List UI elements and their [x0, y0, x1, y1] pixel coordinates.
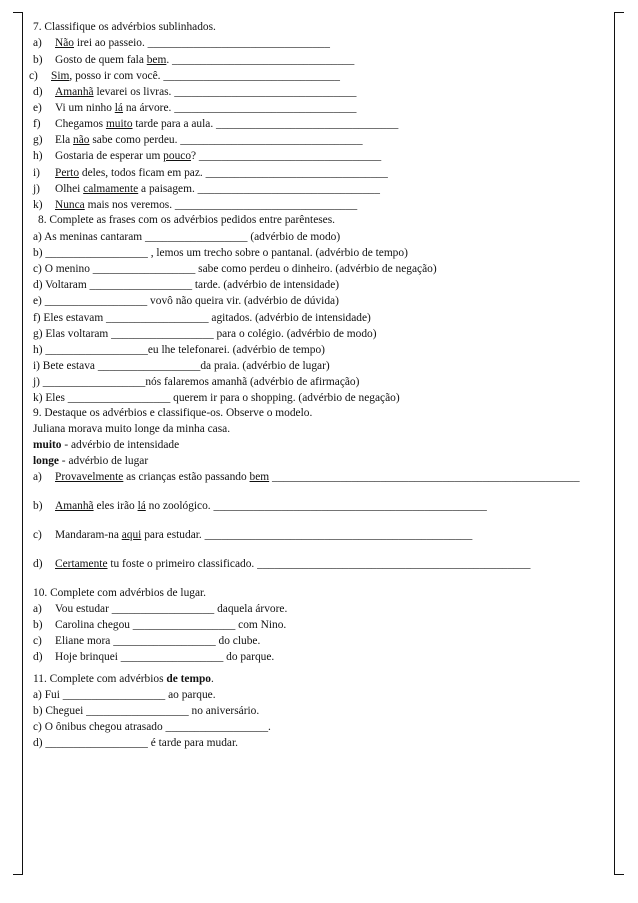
q10-item-label: c)	[33, 635, 42, 647]
q9-item-adverb: bem	[249, 471, 270, 483]
q8-item: j) __________________nós falaremos amanhã (advérbio de afirmação)	[33, 376, 360, 388]
q8-item: a) As meninas cantaram __________________ (advérbio de modo)	[33, 231, 341, 243]
q10-item-text: Vou estudar __________________ daquela árvore.	[55, 603, 288, 615]
q7-item-adverb: não	[73, 134, 90, 146]
q7-item-label: i)	[33, 167, 40, 179]
q9-item-text: Mandaram-na	[55, 529, 122, 541]
q8-item: g) Elas voltaram __________________ para o colégio. (advérbio de modo)	[33, 328, 377, 340]
q7-item	[33, 184, 380, 195]
q11-item: c) O ônibus chegou atrasado __________________.	[33, 721, 271, 733]
q9-item-answer-line: no zoológico. ________________________________________________	[145, 500, 487, 512]
q7-item-adverb: pouco	[163, 150, 192, 162]
q7-title: 7. Classifique os advérbios sublinhados.	[33, 21, 216, 33]
q7-item-label: a)	[33, 37, 42, 49]
q9-item	[33, 501, 487, 512]
q9-item-adverb: Certamente	[55, 558, 108, 570]
q9-item	[33, 472, 580, 483]
q7-item-answer-line: . ________________________________	[166, 54, 355, 66]
q9-item-text: eles irão	[93, 500, 138, 512]
q7-item-label: b)	[33, 54, 43, 66]
q10-item-label: d)	[33, 651, 43, 663]
q7-item-answer-line: levarei os livras. ________________________________	[93, 86, 357, 98]
q7-item-adverb: Sim	[51, 70, 70, 82]
q7-item-text: Gostaria de esperar um	[55, 150, 164, 162]
q8-item: e) __________________ vovô não queira vir. (advérbio de dúvida)	[33, 295, 339, 307]
q8-item: i) Bete estava __________________da praia. (advérbio de lugar)	[33, 360, 330, 372]
q7-item-adverb: Amanhã	[55, 86, 94, 98]
q7-item-text: Vi um ninho	[55, 102, 115, 114]
q10-item	[33, 604, 287, 615]
q7-item-label: c)	[29, 70, 38, 82]
q11-item: b) Cheguei __________________ no aniversário.	[33, 705, 260, 717]
q7-item	[29, 71, 340, 82]
q10-item	[33, 636, 260, 647]
q9-model-1	[33, 440, 179, 451]
q9-model-2-desc: - advérbio de lugar	[58, 455, 149, 467]
q7-item-adverb: Não	[55, 37, 74, 49]
q7-item-label: g)	[33, 134, 43, 146]
q9-item-adverb: Provavelmente	[55, 471, 124, 483]
q7-item	[33, 38, 330, 49]
q7-item-adverb: Nunca	[55, 199, 85, 211]
q8-item: k) Eles __________________ querem ir para o shopping. (advérbio de negação)	[33, 392, 400, 404]
q7-item-text: Ela	[55, 134, 74, 146]
q7-item	[33, 103, 356, 114]
q9-item	[33, 559, 531, 570]
q7-item-label: j)	[33, 183, 40, 195]
q9-model-1-word: muito	[33, 439, 62, 451]
q7-item	[33, 135, 363, 146]
q8-item: h) __________________eu lhe telefonarei. (advérbio de tempo)	[33, 344, 325, 356]
q7-item-text: Chegamos	[55, 118, 106, 130]
q9-example: Juliana morava muito longe da minha casa.	[33, 423, 231, 435]
q9-item	[33, 530, 472, 541]
corner-mark	[13, 12, 23, 13]
q9-item-text: tu foste o primeiro classificado. ________________________________________________	[107, 558, 531, 570]
q11-title	[33, 674, 214, 685]
q11-title-pre: 11. Complete com advérbios	[33, 673, 167, 685]
q7-item	[33, 55, 354, 66]
q9-item-answer-line: ______________________________________________________	[269, 471, 580, 483]
q7-item-answer-line: na árvore. ________________________________	[123, 102, 357, 114]
corner-mark	[614, 874, 624, 875]
q8-title: 8. Complete as frases com os advérbios pedidos entre parênteses.	[38, 214, 336, 226]
q9-model-1-desc: - advérbio de intensidade	[61, 439, 180, 451]
q10-item-text: Hoje brinquei __________________ do parque.	[55, 651, 275, 663]
q10-title: 10. Complete com advérbios de lugar.	[33, 587, 207, 599]
q8-item: c) O menino __________________ sabe como perdeu o dinheiro. (advérbio de negação)	[33, 263, 437, 275]
q11-title-post: .	[211, 673, 214, 685]
q7-item-answer-line: mais nos veremos. ________________________________	[84, 199, 358, 211]
q7-item	[33, 151, 381, 162]
q11-item: a) Fui __________________ ao parque.	[33, 689, 216, 701]
q7-item	[33, 87, 357, 98]
q9-item-adverb: Amanhã	[55, 500, 94, 512]
q7-item-adverb: bem	[146, 54, 167, 66]
q11-item: d) __________________ é tarde para mudar.	[33, 737, 238, 749]
q9-model-2	[33, 456, 148, 467]
q7-item-answer-line: tarde para a aula. ________________________________	[132, 118, 399, 130]
q9-item-adverb: aqui	[121, 529, 142, 541]
q9-item-text: para estudar. _______________________________________________	[141, 529, 473, 541]
q7-item-answer-line: sabe como perdeu. ________________________________	[89, 134, 363, 146]
q10-item-label: b)	[33, 619, 43, 631]
q7-item-adverb: calmamente	[83, 183, 139, 195]
q10-item-label: a)	[33, 603, 42, 615]
q7-item-answer-line: , posso ir com você. _______________________________	[69, 70, 340, 82]
q10-item	[33, 620, 286, 631]
q11-title-bold: de tempo	[166, 673, 211, 685]
q9-title: 9. Destaque os advérbios e classifique-os. Observe o modelo.	[33, 407, 313, 419]
q7-item-label: f)	[33, 118, 41, 130]
q7-item-answer-line: a paisagem. ________________________________	[138, 183, 380, 195]
q7-item-answer-line: irei ao passeio. ________________________________	[73, 37, 330, 49]
q7-item-label: d)	[33, 86, 43, 98]
q9-item-label: d)	[33, 558, 43, 570]
q9-model-2-word: longe	[33, 455, 59, 467]
q7-item-label: e)	[33, 102, 42, 114]
q7-item-answer-line: deles, todos ficam em paz. ________________________________	[79, 167, 388, 179]
q8-item: b) __________________ , lemos um trecho sobre o pantanal. (advérbio de tempo)	[33, 247, 408, 259]
page-border-right	[614, 12, 615, 875]
q10-item-text: Eliane mora __________________ do clube.	[55, 635, 261, 647]
q7-item-label: h)	[33, 150, 43, 162]
corner-mark	[13, 874, 23, 875]
q7-item-adverb: lá	[114, 102, 123, 114]
q7-item-text: Olhei	[55, 183, 84, 195]
q7-item-label: k)	[33, 199, 43, 211]
q7-item-answer-line: ? ________________________________	[191, 150, 382, 162]
q9-item-adverb: lá	[137, 500, 146, 512]
corner-mark	[614, 12, 624, 13]
q7-item-adverb: muito	[105, 118, 133, 130]
q10-item	[33, 652, 274, 663]
q9-item-label: a)	[33, 471, 42, 483]
page-border-left	[22, 12, 23, 875]
q7-item-adverb: Perto	[55, 167, 80, 179]
q7-item	[33, 119, 398, 130]
q9-item-label: b)	[33, 500, 43, 512]
q8-item: d) Voltaram __________________ tarde. (advérbio de intensidade)	[33, 279, 340, 291]
q10-item-text: Carolina chegou __________________ com Nino.	[55, 619, 287, 631]
q9-item-text: as crianças estão passando	[123, 471, 250, 483]
q7-item-text: Gosto de quem fala	[55, 54, 147, 66]
q9-item-label: c)	[33, 529, 42, 541]
q8-item: f) Eles estavam __________________ agitados. (advérbio de intensidade)	[33, 312, 371, 324]
q7-item	[33, 200, 357, 211]
q7-item	[33, 168, 388, 179]
